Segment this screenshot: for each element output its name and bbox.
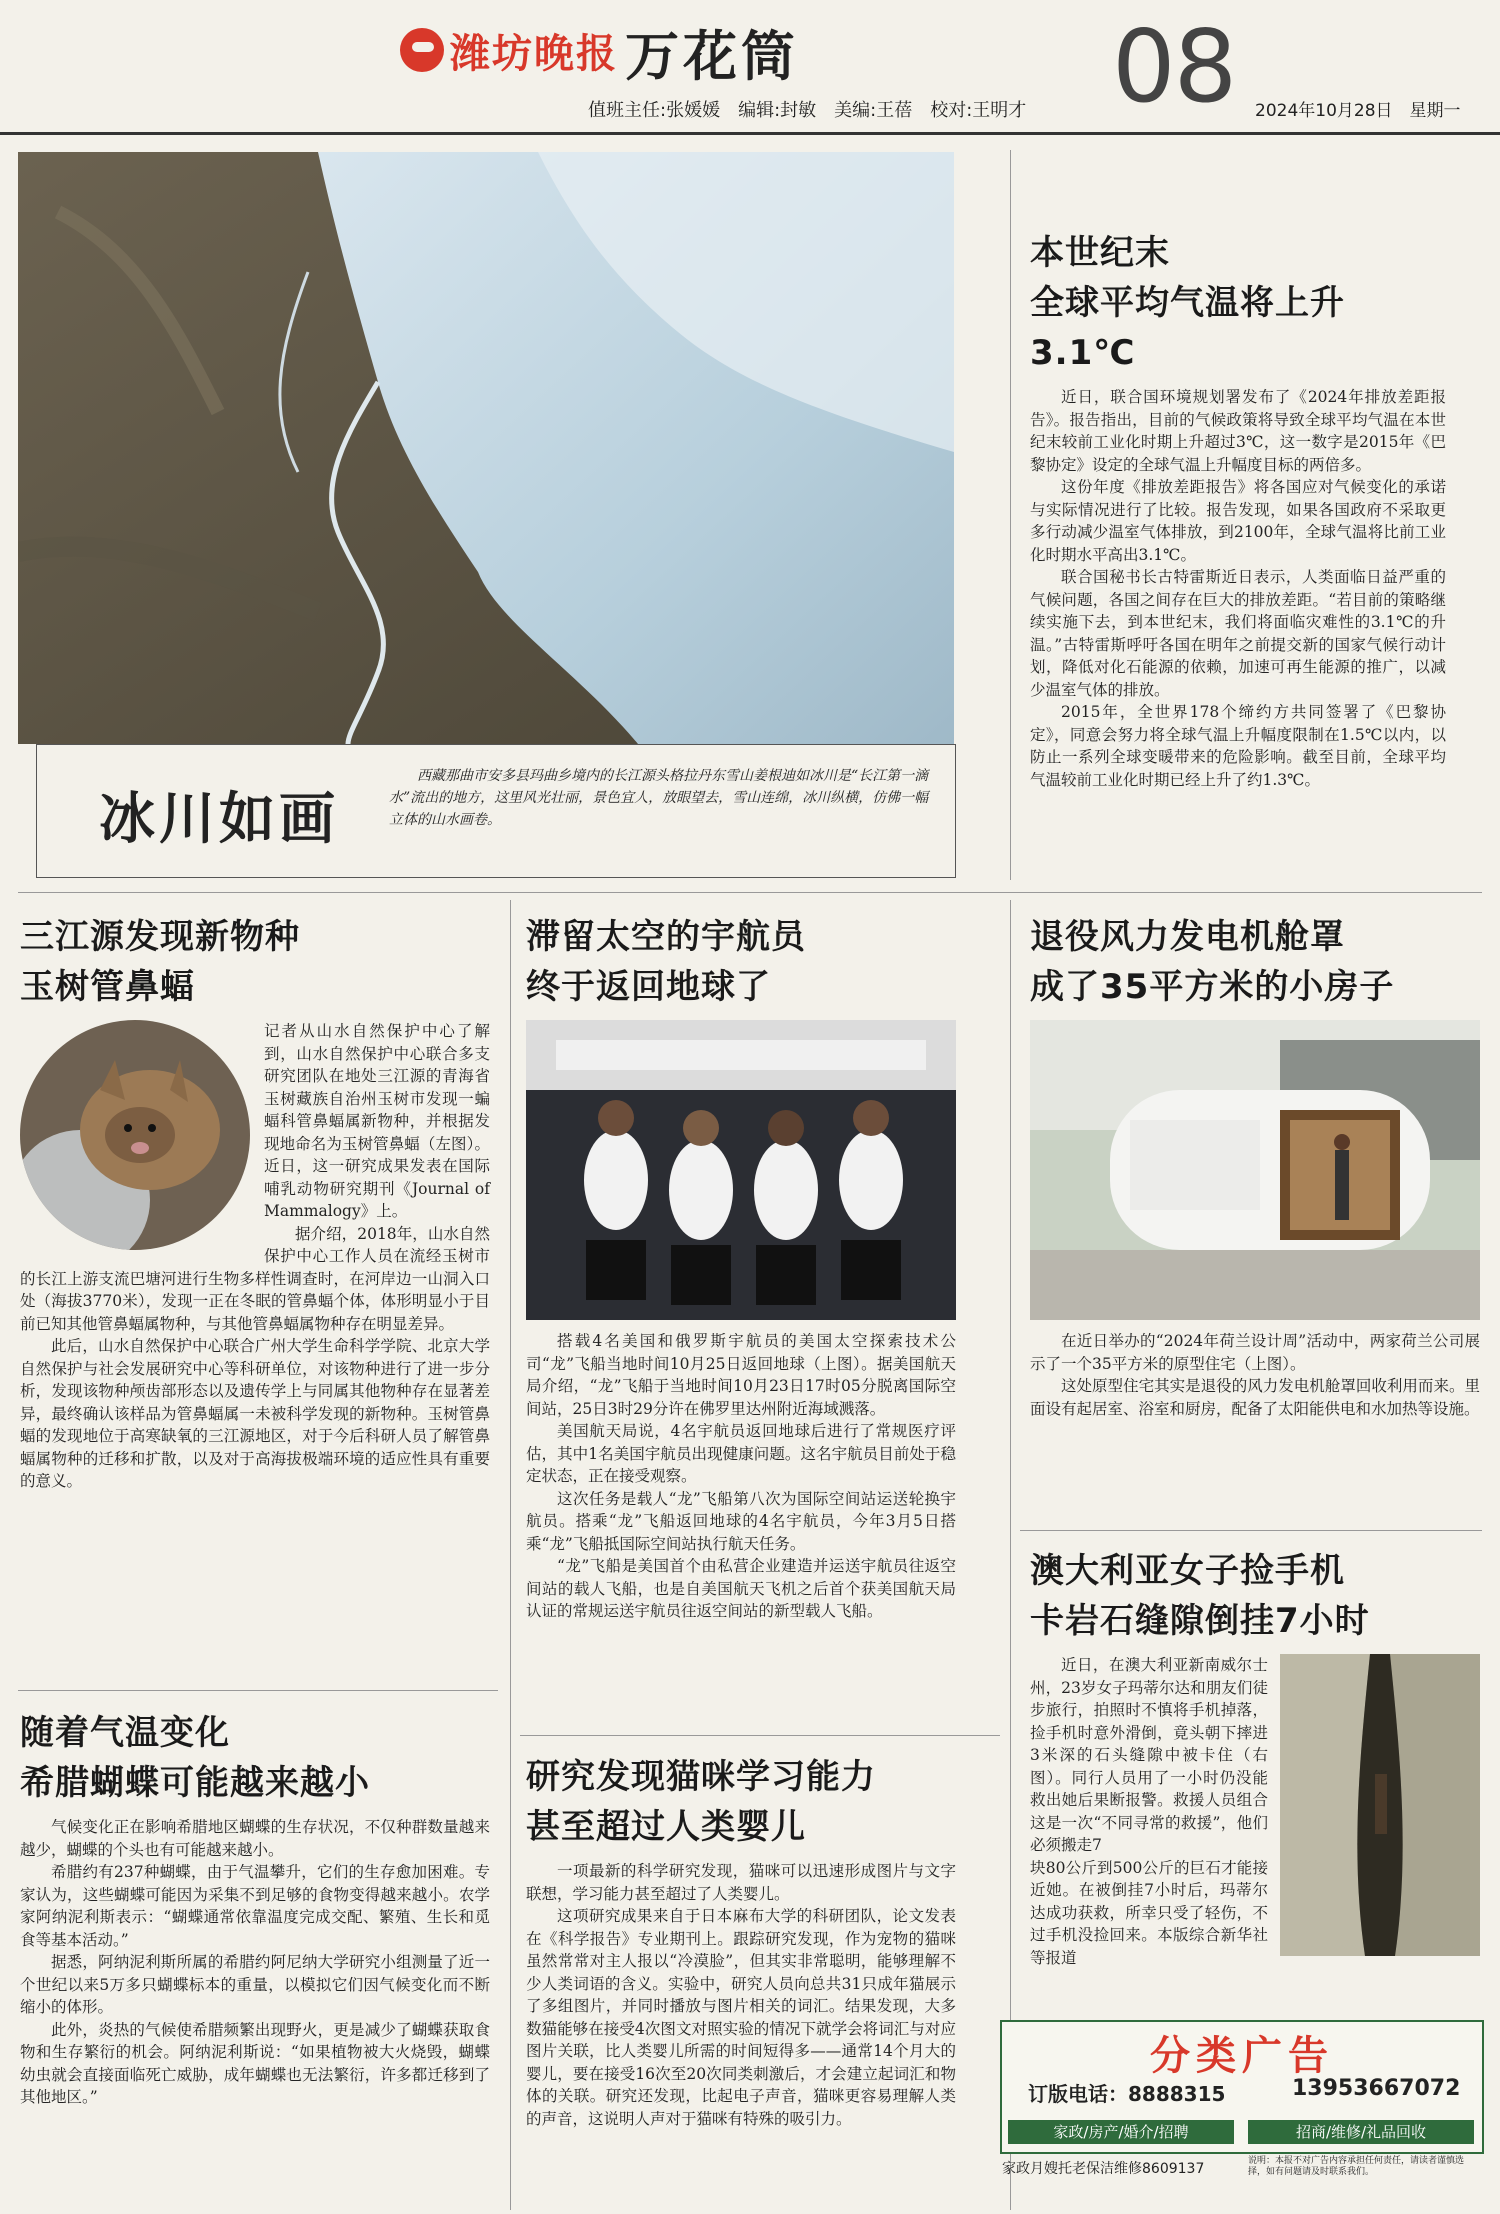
section-name: 万花筒 [625,24,799,88]
cat-headline-2: 甚至超过人类婴儿 [526,1807,806,1847]
butterfly-paragraph: 此外，炎热的气候使希腊频繁出现野火，更是减少了蝴蝶获取食物和生存繁衍的机会。阿纳泥利斯说：“如果植物被大火烧毁，蝴蝶幼虫就会直接面临死亡威胁，成年蝴蝶也无法繁衍，许多都迁移到了其他地区。” [20,2020,490,2106]
column-divider [510,900,511,2210]
astronaut-paragraph: 这次任务是载人“龙”飞船第八次为国际空间站运送轮换宇航员。搭乘“龙”飞船返回地球的4名宇航员，今年3月5日搭乘“龙”飞船抵国际空间站执行航天任务。 [526,1489,956,1553]
ad-mobile-phone: 13953667072 [1292,2076,1461,2101]
phone-article [1030,1546,1480,1969]
phone-headline-2: 卡岩石缝隙倒挂7小时 [1030,1601,1370,1641]
ad-band-left-label: 家政/房产/婚介/招聘 [1053,2123,1189,2141]
phone-headline-1: 澳大利亚女子捡手机 [1030,1551,1345,1591]
climate-paragraph: 2015年，全世界178个缔约方共同签署了《巴黎协定》，同意会努力将全球气温上升幅度限制在1.5℃以内，以防止一系列全球变暖带来的危险影响。截至目前，全球平均气温较前工业化时期已经上升了约1.3℃。 [1030,703,1446,789]
astronaut-paragraph: 美国航天局说，4名宇航员返回地球后进行了常规医疗评估，其中1名美国宇航员出现健康问题。这名宇航员目前处于稳定状态，正在接受观察。 [526,1422,956,1485]
column-divider [1010,150,1011,880]
astronaut-headline-2: 终于返回地球了 [526,967,771,1007]
house-headline-1: 退役风力发电机舱罩 [1030,917,1345,957]
climate-paragraph: 近日，联合国环境规划署发布了《2024年排放差距报告》。报告指出，目前的气候政策将导致全球平均气温在本世纪末较前工业化时期上升超过3℃，这一数字是2015年《巴黎协定》设定的全球气温上升幅度目标的两倍多。 [1030,388,1446,474]
cat-headline-1: 研究发现猫咪学习能力 [526,1757,876,1797]
climate-paragraph: 这份年度《排放差距报告》将各国应对气候变化的承诺与实际情况进行了比较。报告发现，如果各国政府不采取更多行动减少温室气体排放，到2100年，全球气温将比前工业化时期水平高出3.1℃。 [1030,478,1446,564]
masthead [0,0,1500,135]
phone-paragraph: 块80公斤到500公斤的巨石才能接近她。在被倒挂7小时后，玛蒂尔达成功获救，所幸只受了轻伤，不过手机没捡回来。本版综合新华社等报道 [1030,1858,1268,1967]
ad-footer-fine: 说明：本报不对广告内容承担任何责任，请读者谨慎选择，如有问题请及时联系我们。 [1248,2156,1465,2177]
house-body [1030,1330,1480,1420]
row-divider [18,1690,498,1691]
paper-name: 潍坊晚报 [450,31,618,77]
bat-headline-2: 玉树管鼻蝠 [20,967,195,1007]
row-divider [1020,1530,1482,1531]
astronaut-body [526,1330,956,1623]
climate-headline-2: 全球平均气温将上升3.1℃ [1030,283,1345,373]
issue-date: 2024年10月28日 星期一 [1255,101,1461,121]
paper-logo-icon [400,28,444,72]
bat-paragraph: 据介绍，2018年，山水自然保护中心工作人员在流经玉树市的长江上游支流巴塘河进行生物多样性调查时，在河岸边一山洞入口处（海拔3770米），发现一正在冬眠的管鼻蝠个体，体形明显小于目前已知其他管鼻蝠属物种，与其他管鼻蝠属物种存在明显差异。 [20,1224,490,1333]
glacier-title: 冰川如画 [99,787,339,852]
ad-band-left [1008,2120,1234,2144]
butterfly-paragraph: 气候变化正在影响希腊地区蝴蝶的生存状况，不仅种群数量越来越少，蝴蝶的个头也有可能越来越小。 [20,1818,490,1859]
phone-image [1280,1654,1480,1956]
house-article [1030,912,1480,1420]
astronaut-paragraph: 搭载4名美国和俄罗斯宇航员的美国太空探索技术公司“龙”飞船当地时间10月25日返回地球（上图）。据美国航天局介绍，“龙”飞船于当地时间10月23日17时05分脱离国际空间站，25日3时29分许在佛罗里达州附近海域溅落。 [526,1332,956,1418]
ad-footer-left: 家政月嫂托老保洁维修8609137 [1002,2161,1205,2177]
climate-article [1030,228,1446,791]
butterfly-article [20,1708,490,2109]
masthead-rule [0,132,1500,135]
column-divider [1010,900,1011,2210]
staff-credits: 值班主任:张媛媛 编辑:封敏 美编:王蓓 校对:王明才 [588,100,1027,121]
glacier-caption-box [36,744,956,878]
ad-title: 分类广告 [1150,2033,1334,2079]
climate-body [1030,386,1446,791]
butterfly-paragraph: 希腊约有237种蝴蝶，由于气温攀升，它们的生存愈加困难。专家认为，这些蝴蝶可能因为采集不到足够的食物变得越来越小。农学家阿纳泥利斯表示：“蝴蝶通常依靠温度完成交配、繁殖、生长和觅食等基本活动。” [20,1863,490,1949]
phone-photo [1280,1654,1480,1956]
bat-paragraph: 记者从山水自然保护中心了解到，山水自然保护中心联合多支研究团队在地处三江源的青海省玉树藏族自治州玉树市发现一蝙蝠科管鼻蝠属新物种，并根据发现地命名为玉树管鼻蝠（左图）。近日，这一研究成果发表在国际哺乳动物研究期刊《Journal of Mammalogy》上。 [264,1022,490,1220]
bat-article [20,912,490,1493]
climate-paragraph: 联合国秘书长古特雷斯近日表示，人类面临日益严重的气候问题，各国之间存在巨大的排放差距。“若目前的策略继续实施下去，到本世纪末，我们将面临灾难性的3.1℃的升温。”古特雷斯呼吁各国在明年之前提交新的国家气候行动计划，降低对化石能源的依赖，加速可再生能源的推广，以减少温室气体的排放。 [1030,568,1446,699]
house-paragraph: 在近日举办的“2024年荷兰设计周”活动中，两家荷兰公司展示了一个35平方米的原型住宅（上图）。 [1030,1332,1480,1373]
glacier-image [18,152,954,744]
bat-headline-1: 三江源发现新物种 [20,917,300,957]
butterfly-paragraph: 据悉，阿纳泥利斯所属的希腊约阿尼纳大学研究小组测量了近一个世纪以来5万多只蝴蝶标本的重量，以模拟它们因气候变化而不断缩小的体形。 [20,1953,490,2016]
astronaut-paragraph: “龙”飞船是美国首个由私营企业建造并运送宇航员往返空间站的载人飞船，也是自美国航天飞机之后首个获美国航天局认证的常规运送宇航员往返空间站的新型载人飞船。 [526,1557,956,1620]
glacier-photo [18,152,954,744]
bat-image [20,1020,250,1250]
house-photo [1030,1020,1480,1320]
ad-order-phone: 订版电话：8888315 [1028,2082,1226,2106]
ad-band-right-label: 招商/维修/礼品回收 [1295,2123,1427,2141]
house-image [1030,1020,1480,1320]
climate-headline-1: 本世纪末 [1030,233,1170,273]
page-number: 08 [1112,8,1236,125]
house-paragraph: 这处原型住宅其实是退役的风力发电机舱罩回收利用而来。里面设有起居室、浴室和厨房，配备了太阳能供电和水加热等设施。 [1030,1377,1480,1418]
bat-photo [20,1020,250,1250]
astronaut-headline-1: 滞留太空的宇航员 [526,917,806,957]
cat-paragraph: 这项研究成果来自于日本麻布大学的科研团队，论文发表在《科学报告》专业期刊上。跟踪研究发现，作为宠物的猫咪虽然常常对主人报以“冷漠脸”，但其实非常聪明，能够理解不少人类词语的含义。实验中，研究人员向总共31只成年猫展示了多组图片，并同时播放与图片相关的词汇。结果发现，大多数猫能够在接受4次图文对照实验的情况下就学会将词汇与对应图片关联，比人类婴儿所需的时间短得多——通常14个月大的婴儿，要在接受16次至20次同类刺激后，才会建立起词汇和物体的关联。研究还发现，比起电子声音，猫咪更容易理解人类的声音，这说明人声对于猫咪有特殊的吸引力。 [526,1907,956,2128]
astronaut-photo [526,1020,956,1320]
cat-article [526,1752,956,2130]
cat-body [526,1860,956,2130]
astronaut-image [526,1020,956,1320]
row-divider [18,892,1482,893]
glacier-caption: 西藏那曲市安多县玛曲乡境内的长江源头格拉丹东雪山姜根迪如冰川是“长江第一滴水”流出的地方，这里风光壮丽，景色宜人，放眼望去，雪山连绵，冰川纵横，仿佛一幅立体的山水画卷。 [389,768,929,828]
ad-band-right [1248,2120,1474,2144]
phone-paragraph: 近日，在澳大利亚新南威尔士州，23岁女子玛蒂尔达和朋友们徒步旅行，拍照时不慎将手机掉落，捡手机时意外滑倒，竟头朝下摔进3米深的石头缝隙中被卡住（右图）。同行人员用了一小时仍没能救出她后果断报警。救援人员组合这是一次“不同寻常的救援”，他们必须搬走7 [1030,1656,1268,1854]
classified-ad [1000,2020,1484,2154]
bat-paragraph: 此后，山水自然保护中心联合广州大学生命科学学院、北京大学自然保护与社会发展研究中心等科研单位，对该物种进行了进一步分析，发现该物种颅齿部形态以及遗传学上与同属其他物种存在显著差异，最终确认该样品为管鼻蝠属一未被科学发现的新物种。玉树管鼻蝠的发现地位于高寒缺氧的三江源地区，对于今后科研人员了解管鼻蝠属物种的迁移和扩散，以及对于高海拔极端环境的适应性具有重要的意义。 [20,1337,490,1490]
cat-paragraph: 一项最新的科学研究发现，猫咪可以迅速形成图片与文字联想，学习能力甚至超过了人类婴儿。 [526,1862,956,1903]
butterfly-headline-1: 随着气温变化 [20,1713,230,1753]
astronaut-article [526,912,956,1623]
butterfly-body [20,1816,490,2109]
house-headline-2: 成了35平方米的小房子 [1030,967,1395,1007]
butterfly-headline-2: 希腊蝴蝶可能越来越小 [20,1763,370,1803]
row-divider [520,1735,1000,1736]
